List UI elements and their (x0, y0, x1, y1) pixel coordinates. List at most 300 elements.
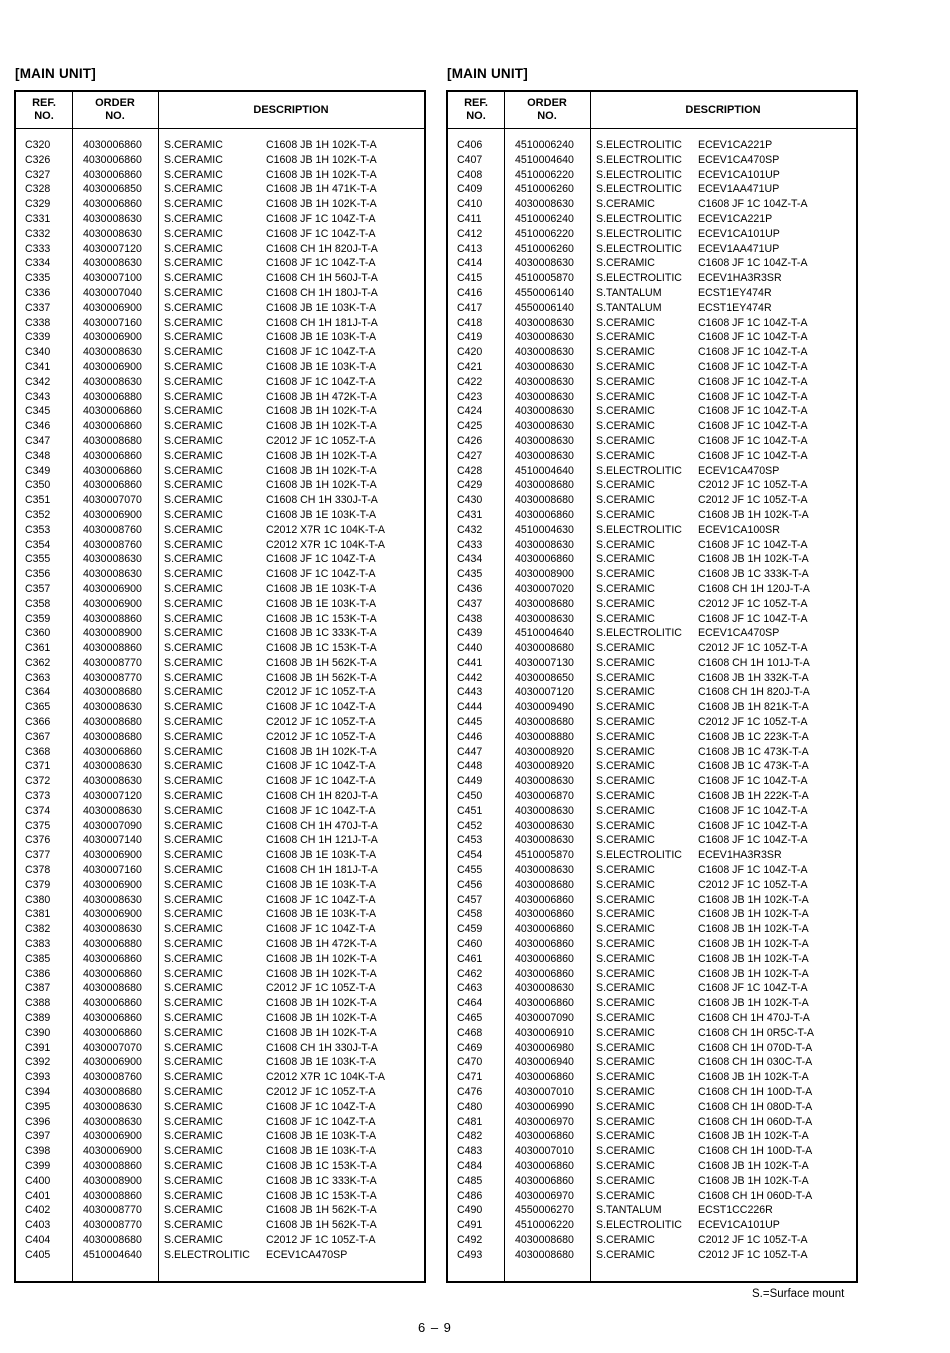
part-type-cell: S.CERAMIC (596, 745, 655, 758)
part-spec-cell: C1608 JF 1C 104Z-T-A (266, 1100, 376, 1113)
part-spec-cell: C1608 JB 1E 103K-T-A (266, 849, 377, 862)
ref-no-cell: C417 (457, 301, 483, 314)
part-spec-cell: ECEV1CA101UP (698, 227, 780, 240)
part-spec-cell: C1608 JB 1H 102K-T-A (266, 952, 377, 965)
order-no-cell: 4030008900 (83, 627, 142, 640)
order-no-cell: 4030006860 (515, 553, 574, 566)
part-spec-cell: C1608 JF 1C 104Z-T-A (698, 198, 808, 211)
part-type-cell: S.CERAMIC (164, 849, 223, 862)
part-type-cell: S.CERAMIC (596, 997, 655, 1010)
ref-no-cell: C459 (457, 923, 483, 936)
part-type-cell: S.CERAMIC (596, 1100, 655, 1113)
order-no-cell: 4030006980 (515, 1041, 574, 1054)
ref-no-cell: C326 (25, 153, 51, 166)
order-no-cell: 4030006860 (83, 1012, 142, 1025)
order-no-cell: 4030008630 (515, 360, 574, 373)
table-row (16, 464, 424, 479)
part-type-cell: S.CERAMIC (164, 1086, 223, 1098)
part-spec-cell: C1608 CH 1H 180J-T-A (266, 286, 378, 299)
order-no-cell: 4030008680 (83, 730, 142, 743)
part-spec-cell: C1608 JB 1C 153K-T-A (266, 1159, 377, 1172)
table-row (448, 138, 856, 153)
order-no-cell: 4030006860 (515, 938, 574, 951)
part-spec-cell: C2012 JF 1C 105Z-T-A (698, 1233, 808, 1246)
order-no-cell: 4030008630 (515, 390, 574, 403)
order-no-cell: 4030006860 (515, 1130, 574, 1143)
part-spec-cell: C1608 CH 1H 181J-T-A (266, 316, 378, 329)
order-no-cell: 4030008680 (515, 1248, 574, 1261)
part-spec-cell: C1608 CH 1H 820J-T-A (266, 242, 378, 255)
order-no-cell: 4030006860 (83, 1026, 142, 1039)
order-no-cell: 4510004640 (515, 627, 574, 640)
part-type-cell: S.CERAMIC (164, 1056, 223, 1069)
table-row (16, 700, 424, 715)
ref-no-cell: C387 (25, 982, 51, 995)
table-row (16, 168, 424, 183)
part-type-cell: S.CERAMIC (596, 1130, 655, 1143)
ref-no-cell: C435 (457, 568, 483, 581)
table-row (16, 1026, 424, 1041)
part-type-cell: S.CERAMIC (164, 745, 223, 758)
surface-mount-footnote: S.=Surface mount (752, 1288, 845, 1300)
part-type-cell: S.CERAMIC (164, 272, 223, 285)
part-spec-cell: C1608 JB 1C 153K-T-A (266, 612, 377, 625)
part-spec-cell: C2012 JF 1C 105Z-T-A (266, 434, 376, 447)
order-no-cell: 4030006860 (515, 508, 574, 521)
ref-no-cell: C443 (457, 686, 483, 699)
order-no-cell: 4030006900 (83, 597, 142, 610)
part-type-cell: S.TANTALUM (596, 286, 662, 299)
part-type-cell: S.CERAMIC (164, 479, 223, 492)
part-type-cell: S.CERAMIC (596, 1086, 655, 1098)
order-no-cell: 4030008770 (83, 671, 142, 684)
order-no-cell: 4030008650 (515, 671, 574, 684)
part-spec-cell: C1608 CH 1H 330J-T-A (266, 1041, 378, 1054)
part-type-cell: S.CERAMIC (596, 1041, 655, 1054)
ref-no-cell: C450 (457, 790, 483, 803)
order-no-cell: 4030008680 (515, 1233, 574, 1246)
table-row (16, 759, 424, 774)
part-spec-cell: C2012 X7R 1C 104K-T-A (266, 1071, 385, 1084)
part-spec-cell: C2012 JF 1C 105Z-T-A (698, 642, 808, 655)
order-no-cell: 4510004630 (515, 523, 574, 536)
ref-no-cell: C353 (25, 523, 51, 536)
order-no-cell: 4030006860 (83, 420, 142, 433)
ref-no-cell: C484 (457, 1159, 483, 1172)
part-spec-cell: C1608 CH 1H 120J-T-A (698, 582, 810, 595)
ref-no-cell: C465 (457, 1012, 483, 1025)
ref-no-cell: C458 (457, 908, 483, 921)
ref-no-cell: C422 (457, 375, 483, 388)
table-row (448, 715, 856, 730)
ref-no-cell: C380 (25, 893, 51, 906)
table-row (16, 952, 424, 967)
part-type-cell: S.CERAMIC (596, 716, 655, 729)
part-spec-cell: C2012 JF 1C 105Z-T-A (266, 1233, 376, 1246)
ref-no-cell: C445 (457, 716, 483, 729)
part-type-cell: S.ELECTROLITIC (596, 1219, 682, 1232)
part-type-cell: S.CERAMIC (164, 1041, 223, 1054)
ref-no-cell: C347 (25, 434, 51, 447)
part-type-cell: S.CERAMIC (164, 582, 223, 595)
part-spec-cell: C2012 X7R 1C 104K-T-A (266, 523, 385, 536)
table-row (448, 256, 856, 271)
ref-no-cell: C482 (457, 1130, 483, 1143)
ref-no-cell: C416 (457, 286, 483, 299)
part-spec-cell: C1608 JF 1C 104Z-T-A (698, 390, 808, 403)
table-row (448, 390, 856, 405)
table-row (16, 685, 424, 700)
part-type-cell: S.CERAMIC (596, 1056, 655, 1069)
order-no-cell: 4030006860 (83, 997, 142, 1010)
table-row (448, 1174, 856, 1189)
table-row (448, 819, 856, 834)
order-no-cell: 4030006880 (83, 390, 142, 403)
part-spec-cell: C2012 JF 1C 105Z-T-A (698, 479, 808, 492)
table-row (16, 552, 424, 567)
order-no-cell: 4030008630 (515, 834, 574, 847)
part-type-cell: S.CERAMIC (596, 1145, 655, 1158)
ref-no-cell: C470 (457, 1056, 483, 1069)
part-type-cell: S.CERAMIC (596, 375, 655, 388)
table-row (448, 863, 856, 878)
table-row (16, 967, 424, 982)
table-row (16, 345, 424, 360)
part-spec-cell: C1608 CH 1H 030C-T-A (698, 1056, 813, 1069)
order-no-cell: 4030006860 (83, 745, 142, 758)
order-no-cell: 4030008630 (515, 331, 574, 344)
part-spec-cell: C2012 JF 1C 105Z-T-A (698, 597, 808, 610)
ref-no-cell: C397 (25, 1130, 51, 1143)
part-spec-cell: C2012 JF 1C 105Z-T-A (698, 878, 808, 891)
part-spec-cell: ECEV1CA470SP (266, 1248, 348, 1261)
part-type-cell: S.CERAMIC (164, 1145, 223, 1158)
part-type-cell: S.CERAMIC (596, 760, 655, 773)
ref-no-cell: C441 (457, 656, 483, 669)
ref-no-cell: C365 (25, 701, 51, 714)
part-type-cell: S.CERAMIC (164, 523, 223, 536)
order-no-cell: 4030008630 (83, 923, 142, 936)
part-spec-cell: C1608 JF 1C 104Z-T-A (266, 923, 376, 936)
table-row (448, 227, 856, 242)
part-spec-cell: C1608 JB 1H 102K-T-A (698, 938, 809, 951)
ref-no-cell: C420 (457, 346, 483, 359)
order-no-cell: 4030007010 (515, 1086, 574, 1098)
part-type-cell: S.CERAMIC (164, 760, 223, 773)
order-no-cell: 4030009490 (515, 701, 574, 714)
ref-no-cell: C406 (457, 139, 483, 151)
table-row (16, 242, 424, 257)
left-table-rows (16, 138, 424, 1263)
part-type-cell: S.CERAMIC (164, 316, 223, 329)
ref-no-cell: C328 (25, 183, 51, 196)
ref-no-cell: C412 (457, 227, 483, 240)
part-type-cell: S.CERAMIC (596, 834, 655, 847)
order-no-cell: 4550006270 (515, 1204, 574, 1217)
part-type-cell: S.CERAMIC (164, 982, 223, 995)
part-type-cell: S.CERAMIC (596, 479, 655, 492)
table-row (16, 1248, 424, 1263)
table-row (16, 819, 424, 834)
part-type-cell: S.CERAMIC (596, 967, 655, 980)
part-type-cell: S.CERAMIC (164, 331, 223, 344)
ref-no-cell: C386 (25, 967, 51, 980)
ref-no-cell: C389 (25, 1012, 51, 1025)
table-row (16, 1203, 424, 1218)
order-no-cell: 4030006850 (83, 183, 142, 196)
table-row (448, 464, 856, 479)
table-row (16, 316, 424, 331)
table-row (16, 360, 424, 375)
order-no-cell: 4030008680 (515, 597, 574, 610)
part-type-cell: S.CERAMIC (164, 730, 223, 743)
part-spec-cell: C1608 CH 1H 060D-T-A (698, 1189, 813, 1202)
order-no-cell: 4030008860 (83, 1159, 142, 1172)
part-type-cell: S.CERAMIC (164, 701, 223, 714)
order-no-cell: 4030006860 (83, 967, 142, 980)
table-row (448, 582, 856, 597)
part-spec-cell: C1608 JF 1C 104Z-T-A (698, 449, 808, 462)
ref-no-cell: C363 (25, 671, 51, 684)
order-no-cell: 4030008680 (515, 878, 574, 891)
part-spec-cell: C1608 JF 1C 104Z-T-A (266, 227, 376, 240)
part-type-cell: S.CERAMIC (596, 819, 655, 832)
order-no-cell: 4030008770 (83, 1219, 142, 1232)
order-no-cell: 4030006860 (515, 1071, 574, 1084)
order-no-cell: 4030006880 (83, 938, 142, 951)
part-type-cell: S.CERAMIC (596, 923, 655, 936)
order-no-cell: 4030007120 (515, 686, 574, 699)
part-type-cell: S.CERAMIC (164, 242, 223, 255)
part-spec-cell: C1608 JF 1C 104Z-T-A (698, 538, 808, 551)
table-row (448, 301, 856, 316)
part-spec-cell: ECEV1CA470SP (698, 153, 780, 166)
part-type-cell: S.CERAMIC (596, 597, 655, 610)
table-row (16, 419, 424, 434)
ref-no-cell: C327 (25, 168, 51, 181)
part-spec-cell: ECST1CC226R (698, 1204, 773, 1217)
order-no-cell: 4030007070 (83, 1041, 142, 1054)
part-spec-cell: C1608 JB 1H 562K-T-A (266, 671, 377, 684)
order-no-cell: 4030008630 (83, 346, 142, 359)
part-type-cell: S.CERAMIC (164, 804, 223, 817)
table-row (16, 375, 424, 390)
order-no-cell: 4030008630 (83, 775, 142, 788)
table-row (16, 878, 424, 893)
part-type-cell: S.CERAMIC (596, 1115, 655, 1128)
part-spec-cell: C1608 JB 1H 102K-T-A (266, 449, 377, 462)
order-no-cell: 4510006260 (515, 242, 574, 255)
table-row (16, 197, 424, 212)
order-no-cell: 4030007160 (83, 864, 142, 877)
part-spec-cell: C1608 JB 1C 473K-T-A (698, 760, 809, 773)
part-spec-cell: C1608 JB 1H 102K-T-A (266, 967, 377, 980)
part-type-cell: S.CERAMIC (596, 908, 655, 921)
table-row (448, 745, 856, 760)
table-row (16, 538, 424, 553)
part-type-cell: S.CERAMIC (164, 938, 223, 951)
right-table-rows (448, 138, 856, 1263)
part-type-cell: S.ELECTROLITIC (164, 1248, 250, 1261)
order-no-cell: 4030008680 (515, 716, 574, 729)
ref-no-cell: C454 (457, 849, 483, 862)
part-spec-cell: C1608 JB 1H 102K-T-A (698, 893, 809, 906)
part-type-cell: S.CERAMIC (596, 893, 655, 906)
table-row (448, 1159, 856, 1174)
part-spec-cell: C1608 JB 1H 102K-T-A (266, 198, 377, 211)
part-spec-cell: C1608 JF 1C 104Z-T-A (698, 804, 808, 817)
part-type-cell: S.CERAMIC (164, 1100, 223, 1113)
order-no-cell: 4030006860 (515, 967, 574, 980)
table-row (16, 671, 424, 686)
table-row (16, 1174, 424, 1189)
table-row (16, 774, 424, 789)
table-row (448, 1055, 856, 1070)
ref-no-cell: C403 (25, 1219, 51, 1232)
part-type-cell: S.CERAMIC (164, 671, 223, 684)
description-header: DESCRIPTION (685, 103, 761, 116)
table-row (448, 759, 856, 774)
order-no-cell: 4030008680 (515, 642, 574, 655)
ref-no-header: REF. NO. (32, 97, 56, 122)
part-type-cell: S.ELECTROLITIC (596, 272, 682, 285)
part-spec-cell: C1608 JB 1E 103K-T-A (266, 878, 377, 891)
part-spec-cell: ECST1EY474R (698, 301, 772, 314)
table-row (448, 271, 856, 286)
order-no-cell: 4030007070 (83, 494, 142, 507)
part-type-cell: S.CERAMIC (164, 1026, 223, 1039)
ref-no-cell: C388 (25, 997, 51, 1010)
ref-no-cell: C399 (25, 1159, 51, 1172)
part-spec-cell: C1608 CH 1H 060D-T-A (698, 1115, 813, 1128)
order-no-cell: 4030006860 (515, 952, 574, 965)
ref-no-cell: C350 (25, 479, 51, 492)
part-spec-cell: C1608 JF 1C 104Z-T-A (266, 568, 376, 581)
ref-no-cell: C415 (457, 272, 483, 285)
part-spec-cell: C1608 CH 1H 560J-T-A (266, 272, 378, 285)
order-no-cell: 4030006900 (83, 849, 142, 862)
table-row (16, 1233, 424, 1248)
part-type-cell: S.CERAMIC (164, 198, 223, 211)
table-row (16, 301, 424, 316)
part-spec-cell: C1608 CH 1H 121J-T-A (266, 834, 378, 847)
part-spec-cell: C1608 JB 1C 333K-T-A (698, 568, 809, 581)
ref-no-cell: C342 (25, 375, 51, 388)
table-row (16, 1218, 424, 1233)
ref-no-cell: C358 (25, 597, 51, 610)
table-row (16, 1055, 424, 1070)
part-type-cell: S.ELECTROLITIC (596, 168, 682, 181)
part-type-cell: S.ELECTROLITIC (596, 523, 682, 536)
ref-no-cell: C351 (25, 494, 51, 507)
table-row (16, 1085, 424, 1100)
ref-no-cell: C382 (25, 923, 51, 936)
order-no-cell: 4550006140 (515, 301, 574, 314)
order-no-cell: 4030008680 (83, 434, 142, 447)
part-type-cell: S.CERAMIC (164, 1012, 223, 1025)
part-spec-cell: C1608 JB 1E 103K-T-A (266, 1130, 377, 1143)
part-spec-cell: C1608 CH 1H 0R5C-T-A (698, 1026, 814, 1039)
order-no-cell: 4030006860 (515, 908, 574, 921)
order-no-cell: 4030008630 (515, 538, 574, 551)
order-no-cell: 4030007040 (83, 286, 142, 299)
part-type-cell: S.CERAMIC (164, 908, 223, 921)
part-type-cell: S.CERAMIC (596, 878, 655, 891)
part-spec-cell: C1608 JB 1C 153K-T-A (266, 1189, 377, 1202)
table-row (16, 745, 424, 760)
part-type-cell: S.CERAMIC (164, 997, 223, 1010)
order-no-cell: 4030008630 (515, 982, 574, 995)
order-no-cell: 4030008630 (515, 346, 574, 359)
table-row (16, 1159, 424, 1174)
table-row (448, 952, 856, 967)
order-no-cell: 4030008680 (83, 716, 142, 729)
ref-no-cell: C402 (25, 1204, 51, 1217)
part-type-cell: S.CERAMIC (596, 568, 655, 581)
ref-no-cell: C377 (25, 849, 51, 862)
part-type-cell: S.CERAMIC (164, 1174, 223, 1187)
ref-no-cell: C449 (457, 775, 483, 788)
table-row (448, 804, 856, 819)
part-type-cell: S.CERAMIC (596, 582, 655, 595)
part-spec-cell: C1608 JB 1E 103K-T-A (266, 331, 377, 344)
ref-no-cell: C329 (25, 198, 51, 211)
order-no-cell: 4030006860 (83, 168, 142, 181)
order-no-cell: 4030008630 (83, 760, 142, 773)
ref-no-cell: C432 (457, 523, 483, 536)
order-no-cell: 4510006220 (515, 227, 574, 240)
order-no-header: ORDER NO. (527, 97, 567, 122)
order-no-cell: 4030008630 (83, 257, 142, 270)
table-row (16, 789, 424, 804)
order-no-cell: 4030006900 (83, 360, 142, 373)
part-spec-cell: C2012 JF 1C 105Z-T-A (266, 730, 376, 743)
part-spec-cell: C2012 JF 1C 105Z-T-A (266, 716, 376, 729)
part-type-cell: S.CERAMIC (164, 390, 223, 403)
table-row (448, 967, 856, 982)
order-no-cell: 4030006900 (83, 301, 142, 314)
order-no-cell: 4030008680 (83, 686, 142, 699)
ref-no-cell: C480 (457, 1100, 483, 1113)
ref-no-cell: C447 (457, 745, 483, 758)
part-type-cell: S.CERAMIC (596, 508, 655, 521)
table-row (448, 1189, 856, 1204)
order-no-cell: 4030008760 (83, 1071, 142, 1084)
order-no-cell: 4030008680 (515, 479, 574, 492)
order-no-cell: 4030008860 (83, 1189, 142, 1202)
ref-no-cell: C374 (25, 804, 51, 817)
order-no-cell: 4030008920 (515, 760, 574, 773)
ref-no-cell: C463 (457, 982, 483, 995)
table-row (448, 1203, 856, 1218)
order-no-cell: 4030006900 (83, 1056, 142, 1069)
ref-no-cell: C364 (25, 686, 51, 699)
ref-no-cell: C394 (25, 1086, 51, 1098)
order-no-cell: 4030008630 (83, 227, 142, 240)
part-type-cell: S.CERAMIC (596, 553, 655, 566)
part-type-cell: S.CERAMIC (596, 346, 655, 359)
part-spec-cell: C1608 JB 1C 223K-T-A (698, 730, 809, 743)
table-row (448, 404, 856, 419)
table-row (448, 508, 856, 523)
part-type-cell: S.CERAMIC (164, 893, 223, 906)
part-type-cell: S.CERAMIC (164, 360, 223, 373)
table-row (448, 567, 856, 582)
part-type-cell: S.CERAMIC (164, 1071, 223, 1084)
table-row (448, 656, 856, 671)
part-spec-cell: C1608 JB 1H 102K-T-A (698, 1130, 809, 1143)
table-row (448, 893, 856, 908)
